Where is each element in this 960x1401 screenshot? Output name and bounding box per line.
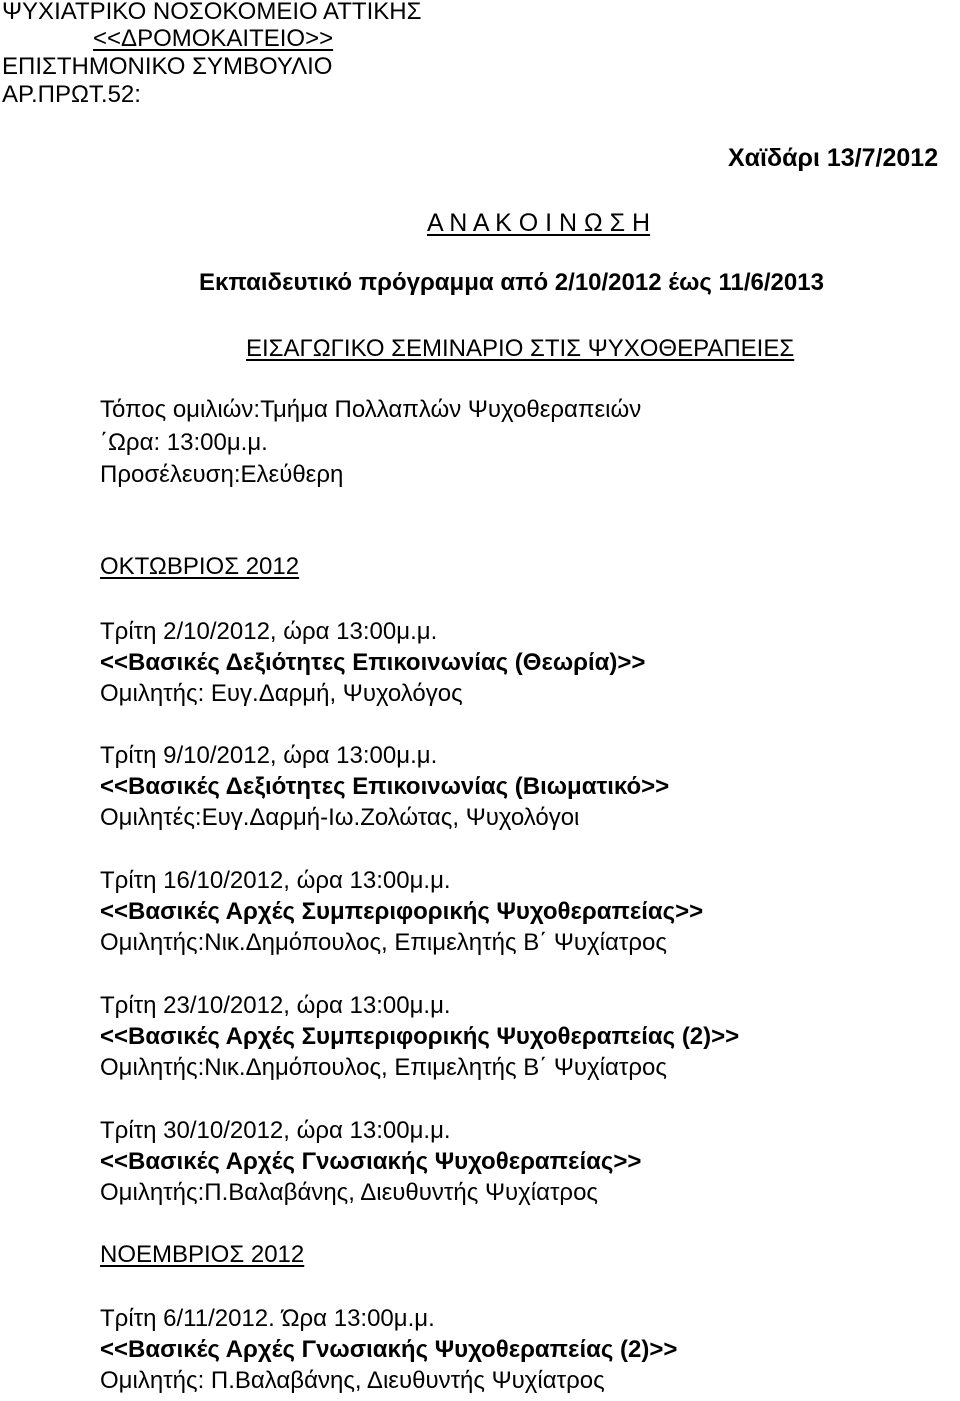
info-place: Τόπος ομιλιών:Τμήμα Πολλαπλών Ψυχοθεραπειών (100, 396, 642, 423)
session-date: Τρίτη 9/10/2012, ώρα 13:00μ.μ. (100, 742, 438, 769)
session-date: Τρίτη 2/10/2012, ώρα 13:00μ.μ. (100, 618, 438, 645)
month-heading-october: ΟΚΤΩΒΡΙΟΣ 2012 (100, 553, 300, 580)
session-topic: <<Βασικές Αρχές Συμπεριφορικής Ψυχοθεραπείας>> (100, 898, 704, 925)
session-date: Τρίτη 30/10/2012, ώρα 13:00μ.μ. (100, 1117, 451, 1144)
session-speaker: Ομιλητής:Π.Βαλαβάνης, Διευθυντής Ψυχίατρος (100, 1179, 598, 1206)
info-attendance: Προσέλευση:Ελεύθερη (100, 461, 344, 488)
month-heading-november: ΝΟΕΜΒΡΙΟΣ 2012 (100, 1241, 305, 1268)
session-speaker: Ομιλητής: Π.Βαλαβάνης, Διευθυντής Ψυχίατρος (100, 1367, 605, 1394)
session-topic: <<Βασικές Δεξιότητες Επικοινωνίας (Θεωρία)>> (100, 649, 646, 676)
info-time: ΄Ωρα: 13:00μ.μ. (100, 429, 268, 456)
program-title: Εκπαιδευτικό πρόγραμμα από 2/10/2012 έως 11/6/2013 (199, 269, 824, 296)
session-topic: <<Βασικές Αρχές Γνωσιακής Ψυχοθεραπείας (2)>> (100, 1336, 678, 1363)
seminar-title: ΕΙΣΑΓΩΓΙΚΟ ΣΕΜΙΝΑΡΙΟ ΣΤΙΣ ΨΥΧΟΘΕΡΑΠΕΙΕΣ (246, 335, 795, 362)
session-speaker: Ομιλητής:Νικ.Δημόπουλος, Επιμελητής Β΄ Ψυχίατρος (100, 929, 667, 956)
session-topic: <<Βασικές Αρχές Γνωσιακής Ψυχοθεραπείας>> (100, 1148, 642, 1175)
session-speaker: Ομιλητές:Ευγ.Δαρμή-Ιω.Ζολώτας, Ψυχολόγοι (100, 804, 580, 831)
session-speaker: Ομιλητής:Νικ.Δημόπουλος, Επιμελητής Β΄ Ψυχίατρος (100, 1054, 667, 1081)
session-date: Τρίτη 23/10/2012, ώρα 13:00μ.μ. (100, 992, 451, 1019)
session-date: Τρίτη 6/11/2012. Ώρα 13:00μ.μ. (100, 1305, 435, 1332)
protocol-number: ΑΡ.ΠΡΩΤ.52: (2, 81, 141, 108)
session-speaker: Ομιλητής: Ευγ.Δαρμή, Ψυχολόγος (100, 680, 463, 707)
session-topic: <<Βασικές Δεξιότητες Επικοινωνίας (Βιωματικό>> (100, 773, 670, 800)
council-name: ΕΠΙΣΤΗΜΟΝΙΚΟ ΣΥΜΒΟΥΛΙΟ (2, 53, 333, 80)
session-topic: <<Βασικές Αρχές Συμπεριφορικής Ψυχοθεραπείας (2)>> (100, 1023, 740, 1050)
hospital-name: ΨΥΧΙΑΤΡΙΚΟ ΝΟΣΟΚΟΜΕΙΟ ΑΤΤΙΚΗΣ (2, 0, 422, 25)
session-date: Τρίτη 16/10/2012, ώρα 13:00μ.μ. (100, 867, 451, 894)
hospital-alt-name: <<ΔΡΟΜΟΚΑΙΤΕΙΟ>> (93, 25, 334, 52)
announcement-title: Α Ν Α Κ Ο Ι Ν Ω Σ Η (427, 209, 651, 237)
date-place: Χαϊδάρι 13/7/2012 (728, 144, 939, 172)
